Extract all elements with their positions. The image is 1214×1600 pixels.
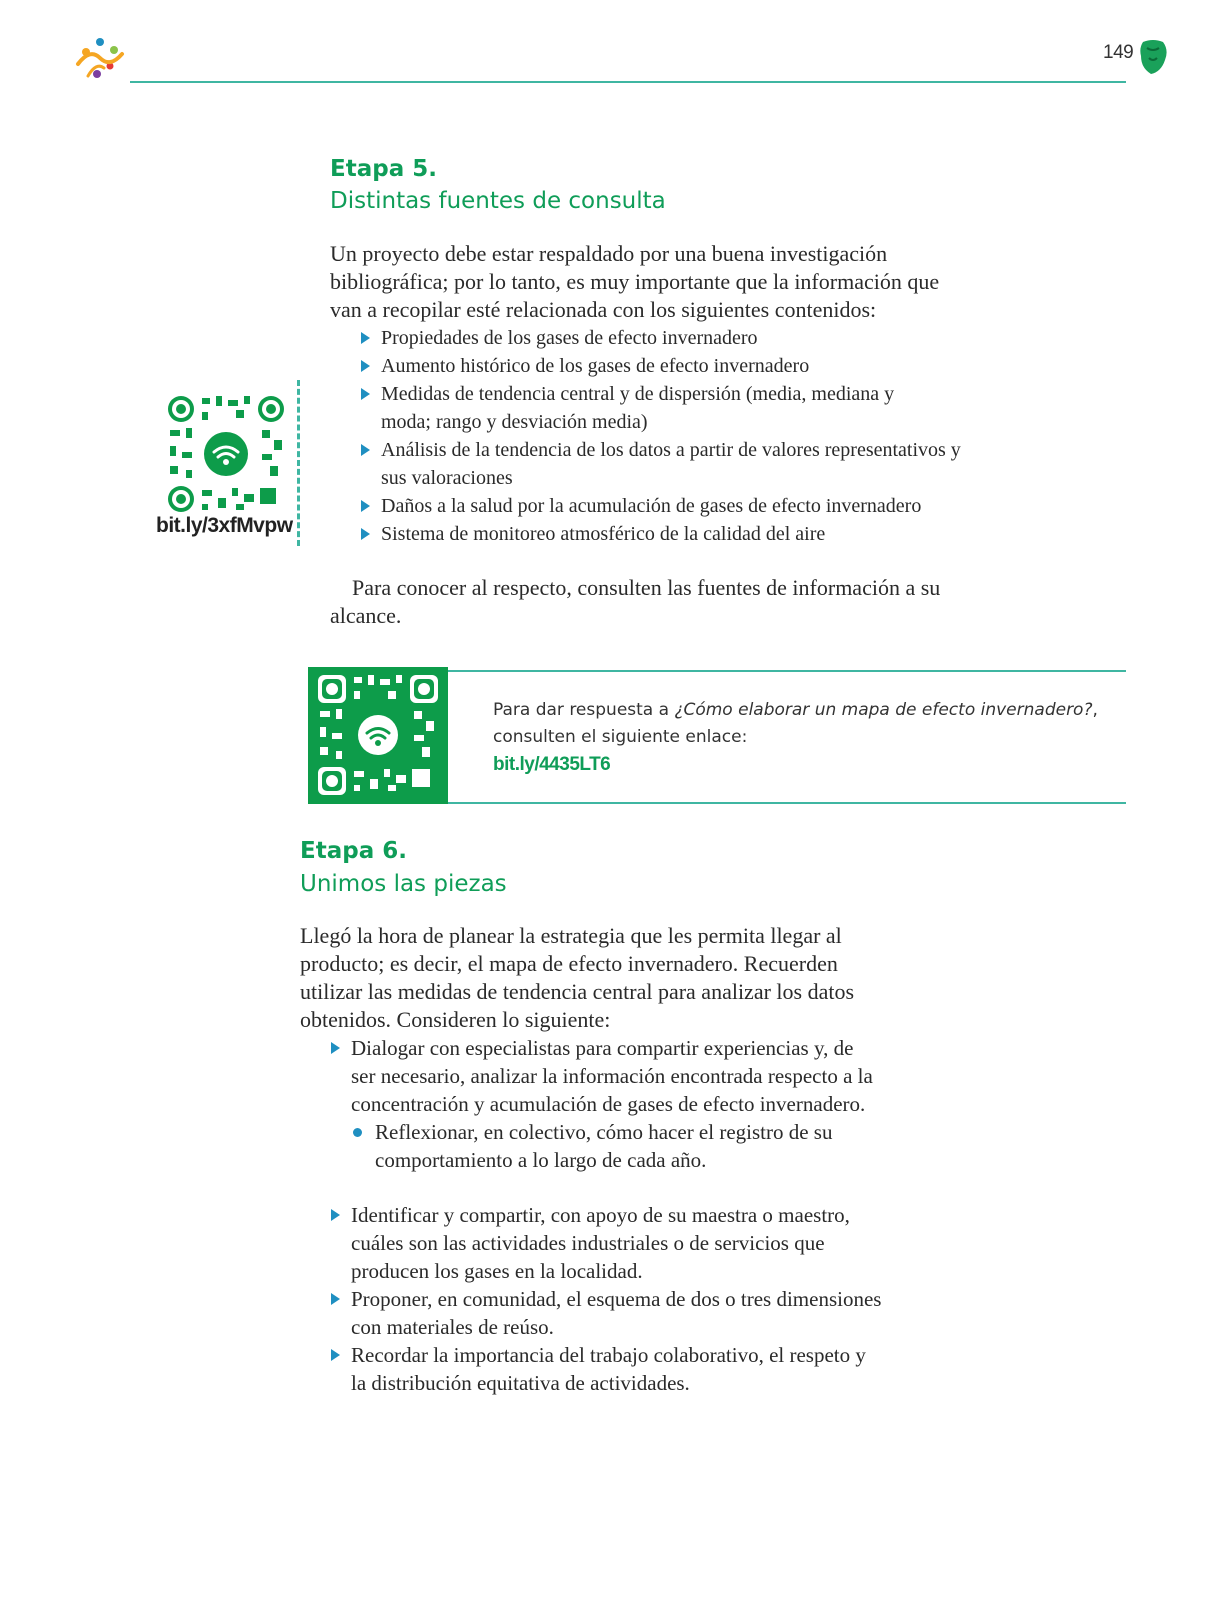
stage5-bullet-list	[350, 324, 990, 548]
stage6-bullet-list-b	[320, 1201, 890, 1397]
stage6-subtitle: Unimos las piezas	[300, 871, 507, 897]
info-box-bottom-rule	[447, 802, 1126, 804]
list-item: Análisis de la tendencia de los datos a partir de valores representativos y sus valoraciones	[350, 436, 990, 492]
stage5-closing: Para conocer al respecto, consulten las fuentes de información a su alcance.	[330, 575, 941, 628]
bullet-arrow-icon	[331, 1042, 340, 1054]
stage6-title: Etapa 6.	[300, 838, 407, 864]
bullet-arrow-icon	[331, 1293, 340, 1305]
list-item: Medidas de tendencia central y de dispersión (media, mediana y moda; rango y desviación media)	[350, 380, 941, 436]
stage5-title: Etapa 5.	[330, 156, 437, 182]
page-number: 149	[1103, 42, 1134, 63]
qr-code-icon[interactable]	[316, 673, 440, 797]
bullet-arrow-icon	[331, 1349, 340, 1361]
bullet-arrow-icon	[361, 500, 370, 512]
stage5-intro: Un proyecto debe estar respaldado por una buena investigación bibliográfica; por lo tanto, es muy importante que la información que van a recopilar esté relacionada con los siguientes contenidos:	[330, 241, 940, 322]
bullet-dot-icon	[353, 1128, 362, 1137]
bullet-arrow-icon	[361, 332, 370, 344]
stage5-subtitle: Distintas fuentes de consulta	[330, 188, 666, 214]
bullet-arrow-icon	[361, 388, 370, 400]
list-item: Dialogar con especialistas para compartir experiencias y, de ser necesario, analizar la información encontrada respecto a la concentración y acumulación de gases de efecto invernadero. Reflexionar, en colectivo, cómo hacer el registro de su comportamiento a lo largo de cada año.	[320, 1034, 880, 1174]
list-item: Daños a la salud por la acumulación de gases de efecto invernadero	[350, 492, 990, 520]
info-box-qr-panel[interactable]	[308, 667, 448, 804]
sub-list-item: Reflexionar, en colectivo, cómo hacer el registro de su comportamiento a lo largo de cada año.	[351, 1118, 880, 1174]
bullet-arrow-icon	[361, 444, 370, 456]
stage6-intro: Llegó la hora de planear la estrategia que les permita llegar al producto; es decir, el mapa de efecto invernadero. Recuerden utilizar las medidas de tendencia central para analizar los datos obtenidos. Consideren lo siguiente:	[300, 923, 855, 1032]
logo-icon	[70, 34, 130, 84]
list-item: Proponer, en comunidad, el esquema de dos o tres dimensiones con materiales de reúso.	[320, 1285, 890, 1341]
dashed-divider	[297, 380, 300, 546]
list-item: Aumento histórico de los gases de efecto invernadero	[350, 352, 990, 380]
list-item: Recordar la importancia del trabajo colaborativo, el respeto y la distribución equitativa de actividades.	[320, 1341, 881, 1397]
list-item: Sistema de monitoreo atmosférico de la calidad del aire	[350, 520, 990, 548]
list-item: Propiedades de los gases de efecto invernadero	[350, 324, 990, 352]
page-badge-icon	[1137, 38, 1169, 76]
info-box-text: Para dar respuesta a ¿Cómo elaborar un mapa de efecto invernadero?, consulten el siguiente enlace: bit.ly/4435LT6	[493, 700, 1098, 775]
stage6-bullet-list-a	[320, 1034, 880, 1174]
qr-link-text[interactable]: bit.ly/3xfMvpw	[156, 514, 293, 537]
qr-code-icon[interactable]	[166, 394, 286, 514]
bullet-arrow-icon	[361, 528, 370, 540]
info-box-link[interactable]: bit.ly/4435LT6	[493, 754, 611, 775]
info-box-top-rule	[447, 670, 1126, 672]
bullet-arrow-icon	[331, 1209, 340, 1221]
list-item: Identificar y compartir, con apoyo de su maestra o maestro, cuáles son las actividades industriales o de servicios que producen los gases en la localidad.	[320, 1201, 851, 1285]
bullet-arrow-icon	[361, 360, 370, 372]
header-rule	[130, 81, 1126, 83]
